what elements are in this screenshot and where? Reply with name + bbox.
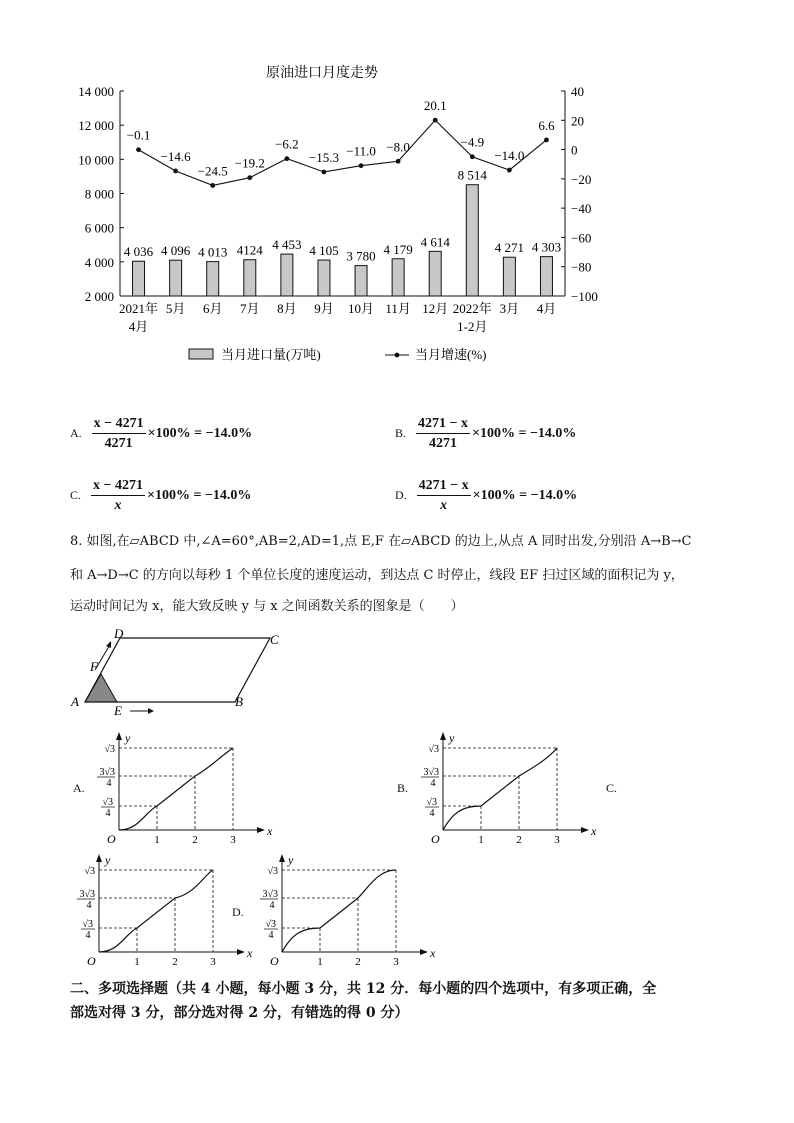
expression-rest: ×100% = −14.0% (147, 487, 252, 503)
origin-label: O (270, 954, 279, 968)
x-tick-label: 3 (230, 834, 236, 846)
bar (355, 266, 367, 296)
y-mid-label: 3√3 (79, 889, 95, 900)
y-label: y (105, 853, 111, 867)
x-tick-label: 1 (134, 956, 140, 968)
expression-rest: ×100% = −14.0% (147, 425, 253, 441)
graph-option-d-letter[interactable]: D. (232, 905, 244, 919)
x-axis-arrow (420, 949, 428, 955)
bar (244, 260, 256, 296)
bar-label: 4 303 (531, 239, 562, 255)
left-tick-label: 2 000 (84, 289, 114, 304)
numerator: x − 4271 (91, 477, 145, 496)
label-f: F (90, 659, 98, 674)
category-label: 6月 (202, 301, 223, 316)
x-tick-label: 3 (210, 956, 216, 968)
y-label: y (125, 731, 131, 745)
bar (318, 260, 330, 296)
q8-line-3: 运动时间记为 x，能大致反映 y 与 x 之间函数关系的图象是（ ） (70, 599, 464, 614)
label-b: B (235, 694, 243, 709)
denominator: x (440, 498, 448, 513)
y-mid-den: 4 (106, 778, 112, 789)
expression-rest: ×100% = −14.0% (472, 487, 578, 503)
legend-line-dot (395, 353, 400, 358)
q8-line-1: 8. 如图,在▱ABCD 中,∠A=60°,AB=2,AD=1,点 E,F 在▱ABCD 的边上,从点 A 同时出发,分别沿 A→B→C (70, 534, 692, 549)
growth-point (433, 118, 438, 123)
parallelogram-abcd (85, 638, 270, 702)
y-axis-arrow (96, 854, 102, 862)
bar (466, 185, 478, 296)
bar-label: 4 614 (420, 234, 450, 250)
label-c: C (270, 632, 279, 647)
bar (281, 254, 293, 296)
numerator: 4271 − x (417, 477, 471, 496)
y-mid-den: 4 (269, 900, 275, 911)
y-q-label: √3 (82, 919, 93, 930)
growth-label: −8.0 (386, 139, 410, 155)
x-tick-label: 1 (317, 956, 323, 968)
x-tick-label: 3 (554, 834, 560, 846)
y-top-label: √3 (267, 866, 278, 877)
x-label: x (430, 946, 436, 960)
x-tick-label: 3 (393, 956, 399, 968)
graph-option-d[interactable] (248, 852, 436, 970)
category-label: 4月 (536, 301, 557, 316)
x-tick-label: 1 (478, 834, 484, 846)
y-top-label: √3 (428, 744, 439, 755)
right-tick-label: −100 (571, 289, 598, 304)
bar-label: 4 096 (161, 243, 191, 259)
x-tick-label: 1 (154, 834, 160, 846)
y-q-label: √3 (102, 797, 113, 808)
y-label: y (449, 731, 455, 745)
growth-point (544, 138, 549, 143)
bar-label: 4 271 (494, 240, 524, 256)
q7-option-d[interactable] (395, 477, 577, 514)
growth-point (136, 147, 141, 152)
bar-label: 4124 (236, 242, 263, 258)
graph-option-a[interactable] (85, 730, 273, 848)
origin-label: O (107, 832, 116, 846)
denominator: 4271 (104, 436, 133, 451)
bar-label: 4 453 (272, 237, 302, 253)
section-2-heading-line-1: 二、多项选择题（共 4 小题，每小题 3 分，共 12 分．每小题的四个选项中，有多项正确，全 (70, 981, 657, 997)
y-mid-label: 3√3 (423, 767, 439, 778)
category-label: 12月 (422, 301, 449, 316)
bar (392, 259, 404, 296)
growth-label: −4.9 (460, 134, 485, 150)
y-q-label: √3 (426, 797, 437, 808)
left-tick-label: 4 000 (84, 254, 114, 270)
bar-label: 4 179 (383, 241, 413, 257)
function-curve (99, 870, 213, 952)
category-label: 3月 (499, 301, 520, 316)
bar-label: 8 514 (457, 167, 487, 183)
fraction (417, 477, 471, 514)
category-label: 9月 (314, 301, 334, 316)
origin-label: O (431, 832, 440, 846)
chart-title: 原油进口月度走势 (266, 66, 378, 81)
x-tick-label: 2 (172, 956, 178, 968)
bar (540, 257, 552, 296)
expression-rest: ×100% = −14.0% (472, 425, 577, 441)
right-tick-label: 0 (571, 142, 578, 158)
option-letter: D. (395, 488, 407, 502)
x-axis-arrow (237, 949, 245, 955)
f-arrow-head (106, 641, 111, 648)
bar (170, 260, 182, 296)
category-label: 11月 (385, 301, 411, 316)
growth-point (210, 183, 215, 188)
label-a: A (71, 694, 79, 709)
function-curve (119, 748, 233, 830)
numerator: 4271 − x (416, 415, 470, 434)
label-e: E (114, 703, 122, 718)
bar (429, 251, 441, 296)
y-label: y (288, 853, 294, 867)
section-2-heading-line-2: 部选对得 3 分，部分选对得 2 分，有错选的得 0 分） (70, 1005, 409, 1021)
q7-option-a[interactable] (70, 415, 252, 452)
function-curve (282, 870, 396, 952)
legend-bar-label: 当月进口量(万吨) (221, 347, 321, 362)
denominator: 4271 (429, 436, 457, 451)
growth-label: −0.1 (126, 127, 151, 143)
growth-label: −19.2 (234, 155, 265, 171)
category-label: 4月 (128, 319, 149, 334)
fraction (416, 415, 470, 452)
right-tick-label: 40 (571, 84, 584, 99)
fraction (91, 477, 145, 514)
graph-option-b[interactable] (409, 730, 597, 848)
growth-point (284, 156, 289, 161)
category-label: 8月 (277, 301, 297, 316)
bar-label: 4 013 (198, 244, 228, 260)
growth-label: −15.3 (308, 149, 340, 165)
graph-option-b-letter[interactable]: B. (397, 781, 409, 795)
graph-option-c-letter[interactable]: C. (606, 781, 618, 795)
y-top-label: √3 (104, 744, 115, 755)
graph-option-c[interactable] (65, 852, 253, 970)
x-label: x (591, 824, 597, 838)
growth-point (173, 169, 178, 174)
y-top-label: √3 (84, 866, 95, 877)
right-tick-label: 20 (571, 113, 584, 129)
bar (133, 261, 145, 296)
growth-label: −24.5 (197, 163, 228, 179)
category-label: 2022年 (452, 301, 492, 316)
bar-label: 4 105 (309, 243, 339, 259)
x-tick-label: 2 (355, 956, 361, 968)
x-label: x (267, 824, 273, 838)
y-mid-den: 4 (86, 900, 92, 911)
growth-label: −14.6 (160, 148, 191, 164)
y-mid-den: 4 (430, 778, 436, 789)
right-tick-label: −80 (571, 259, 592, 275)
x-tick-label: 2 (192, 834, 198, 846)
graph-option-a-letter[interactable]: A. (73, 781, 85, 795)
growth-point (470, 154, 475, 159)
bar (503, 257, 515, 296)
q8-line-2: 和 A→D→C 的方向以每秒 1 个单位长度的速度运动，到达点 C 时停止，线段 EF 扫过区域的面积记为 y， (70, 568, 684, 583)
y-q-den: 4 (85, 930, 91, 941)
label-d: D (114, 626, 124, 641)
left-tick-label: 6 000 (84, 220, 114, 236)
parallelogram-figure (65, 625, 295, 720)
category-label: 10月 (348, 301, 375, 316)
growth-label: −14.0 (494, 148, 525, 164)
y-q-den: 4 (268, 930, 274, 941)
fraction (92, 415, 146, 452)
x-label: x (247, 946, 253, 960)
origin-label: O (87, 954, 96, 968)
denominator: x (114, 498, 122, 513)
left-tick-label: 10 000 (78, 152, 114, 168)
growth-point (247, 175, 252, 180)
x-axis-arrow (257, 827, 265, 833)
category-label: 2021年 (119, 301, 159, 316)
growth-label: 20.1 (423, 98, 447, 114)
growth-point (396, 159, 401, 164)
bar-label: 4 036 (123, 244, 154, 260)
growth-point (507, 168, 512, 173)
left-tick-label: 12 000 (78, 118, 114, 134)
legend-line-label: 当月增速(%) (415, 347, 487, 362)
growth-label: −11.0 (346, 143, 376, 159)
y-axis-arrow (116, 732, 122, 740)
option-letter: B. (395, 426, 407, 440)
crude-oil-chart (60, 55, 620, 385)
growth-label: 6.6 (538, 117, 555, 133)
y-q-label: √3 (265, 919, 276, 930)
numerator: x − 4271 (92, 415, 146, 434)
right-tick-label: −60 (571, 230, 592, 246)
category-label: 7月 (240, 301, 260, 316)
option-letter: A. (70, 426, 82, 440)
e-arrow-head (148, 708, 154, 714)
category-label: 5月 (165, 301, 186, 316)
y-q-den: 4 (105, 808, 111, 819)
swept-triangle (85, 674, 117, 702)
x-axis-arrow (581, 827, 589, 833)
y-axis-arrow (279, 854, 285, 862)
left-tick-label: 14 000 (78, 84, 114, 99)
option-letter: C. (70, 488, 82, 502)
category-label: 1-2月 (457, 319, 488, 334)
growth-label: −6.2 (275, 136, 299, 152)
y-mid-label: 3√3 (262, 889, 278, 900)
legend-bar-swatch (189, 349, 213, 359)
q7-option-b[interactable] (395, 415, 576, 452)
bar-label: 3 780 (346, 248, 376, 264)
left-tick-label: 8 000 (84, 186, 114, 202)
y-axis-arrow (440, 732, 446, 740)
right-tick-label: −20 (571, 171, 592, 187)
right-tick-label: −40 (571, 201, 592, 217)
y-mid-label: 3√3 (99, 767, 115, 778)
x-tick-label: 2 (516, 834, 522, 846)
q7-option-c[interactable] (70, 477, 251, 514)
bar (207, 262, 219, 296)
growth-point (322, 170, 327, 175)
growth-point (359, 163, 364, 168)
function-curve (443, 748, 557, 830)
y-q-den: 4 (429, 808, 435, 819)
